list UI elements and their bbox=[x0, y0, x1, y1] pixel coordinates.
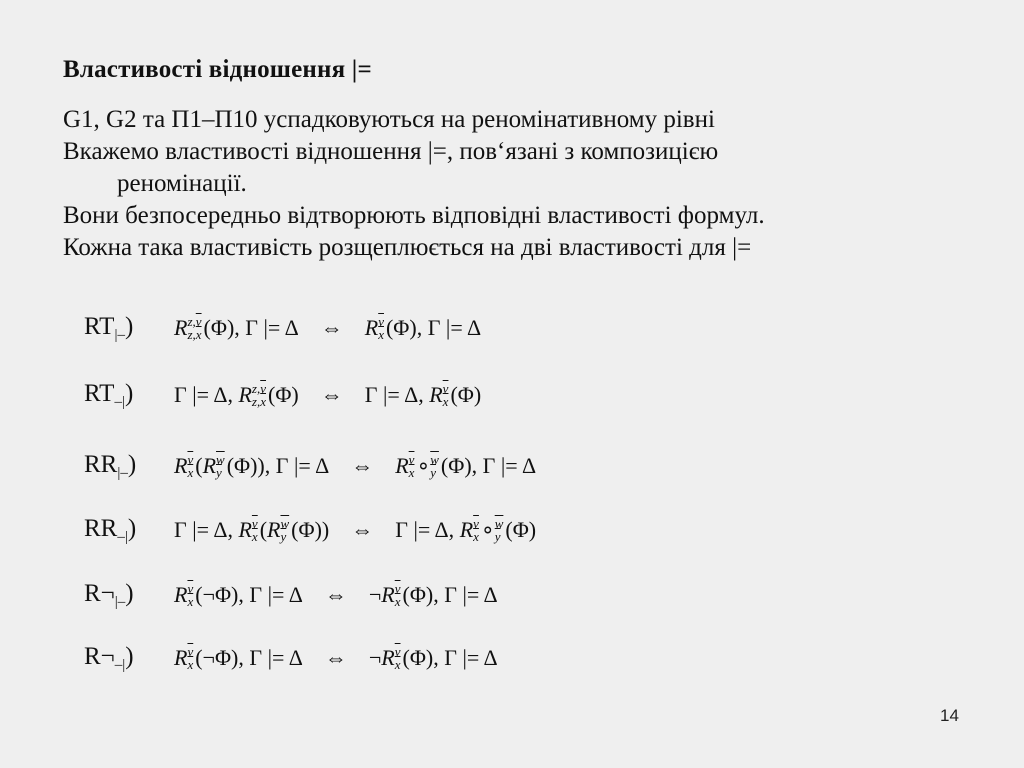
paragraph-4: Кожна така властивість розщеплюється на дві властивості для |= bbox=[63, 234, 752, 261]
rule-name: $RT_{-|}$) bbox=[84, 379, 134, 410]
rule-name: $RR_{-|}$) bbox=[84, 514, 137, 545]
iff-symbol: ⇔ bbox=[324, 582, 347, 607]
rule-name: $RT_{|-}$) bbox=[84, 312, 134, 343]
rule-lhs: Γ |= Δ, R $z,\overline{v}$ $z,\overline{x}$ (Φ) bbox=[174, 381, 299, 409]
rule-lhs: R $\overline{v}$ $\overline{x}$ (¬Φ), Γ |= Δ bbox=[174, 581, 303, 609]
iff-symbol: ⇔ bbox=[320, 382, 343, 407]
rule-rt-right bbox=[84, 375, 481, 415]
paragraph-3: Вони безпосередньо відтворюють відповідні властивості формул. bbox=[63, 202, 765, 229]
rule-rr-left bbox=[84, 446, 536, 486]
iff-symbol: ⇔ bbox=[351, 517, 374, 542]
iff-symbol: ⇔ bbox=[351, 453, 374, 478]
rule-lhs: R $z,\overline{v}$ $z,\overline{x}$ (Φ), Γ |= Δ bbox=[174, 314, 299, 342]
rule-rneg-right bbox=[84, 638, 498, 678]
slide-title: Властивості відношення |= bbox=[63, 56, 372, 83]
rule-rt-left bbox=[84, 308, 481, 348]
rule-name: $RR_{|-}$) bbox=[84, 450, 137, 481]
rule-lhs: Γ |= Δ, R $\overline{v}$ $\overline{x}$ ( R $\overline{w}$ $\overline{y}$ (Φ)) bbox=[174, 516, 330, 544]
rule-rhs: R $\overline{v}$ $\overline{x}$ (Φ), Γ |= Δ bbox=[364, 314, 482, 342]
rule-name: $R\neg_{-|}$) bbox=[84, 642, 134, 673]
rule-rhs: R $\overline{v}$ $\overline{x}$ ∘ $\overline{w}$ $\overline{y}$ (Φ), Γ |= Δ bbox=[395, 452, 537, 480]
rule-lhs: R $\overline{v}$ $\overline{x}$ (¬Φ), Γ |= Δ bbox=[174, 644, 303, 672]
slide-body bbox=[63, 104, 963, 264]
rule-rneg-left bbox=[84, 575, 498, 615]
rule-rr-right bbox=[84, 510, 536, 550]
paragraph-1: G1, G2 та П1–П10 успадковуються на реномінативному рівні bbox=[63, 106, 715, 133]
rule-rhs: ¬ R $\overline{v}$ $\overline{x}$ (Φ), Γ |= Δ bbox=[368, 581, 498, 609]
iff-symbol: ⇔ bbox=[324, 645, 347, 670]
rule-name: $R\neg_{|-}$) bbox=[84, 579, 134, 610]
paragraph-2-cont: реномінації. bbox=[117, 170, 247, 197]
page-number: 14 bbox=[940, 706, 959, 725]
rule-rhs: Γ |= Δ, R $\overline{v}$ $\overline{x}$ (Φ) bbox=[364, 381, 482, 409]
rule-rhs: ¬ R $\overline{v}$ $\overline{x}$ (Φ), Γ |= Δ bbox=[368, 644, 498, 672]
iff-symbol: ⇔ bbox=[320, 315, 343, 340]
rule-lhs: R $\overline{v}$ $\overline{x}$ ( R $\overline{w}$ $\overline{y}$ (Φ)), Γ |= Δ bbox=[174, 452, 330, 480]
paragraph-2: Вкажемо властивості відношення |=, пов‘язані з композицією bbox=[63, 138, 719, 165]
rule-rhs: Γ |= Δ, R $\overline{v}$ $\overline{x}$ ∘ $\overline{w}$ $\overline{y}$ (Φ) bbox=[395, 516, 537, 544]
